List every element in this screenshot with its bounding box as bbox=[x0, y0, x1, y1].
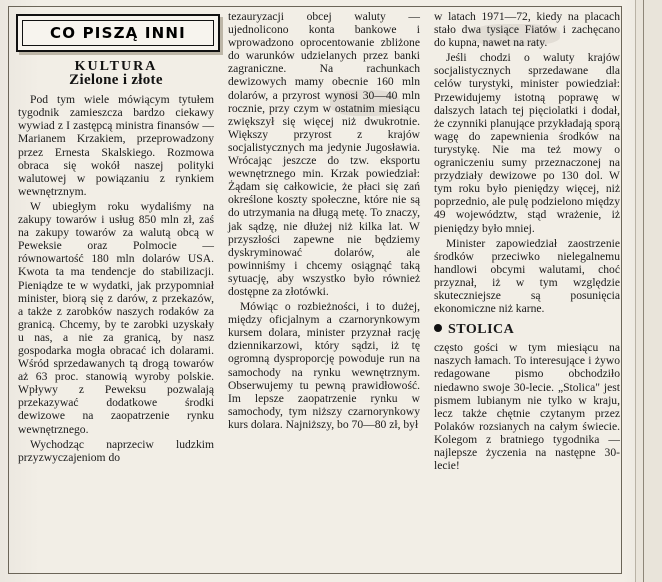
subsection-heading bbox=[434, 323, 620, 336]
article-headline: Zielone i złote bbox=[69, 72, 163, 89]
paragraph: Wychodząc naprzeciw ludzkim przyzwyczajeniom do bbox=[18, 437, 214, 464]
subsection-heading-label: STOLICA bbox=[448, 322, 515, 338]
paragraph: tezauryzacji obcej waluty — ujednolicono konta bankowe i wprowadzono oprocentowanie zbliżone do warunków udzielanych przez banki zagraniczne. Na rachunkach dewizowych mamy obecnie 160 mln dolarów, a przyrost wynosi 30—40 mln rocznie, przy czym w ostatnim miesiącu zwiększył się więcej niż dwukrotnie. Większy przyrost z krajów socjalistycznych ma jedynie Jugosławia. Wrócając jeszcze do tzw. eksportu wewnętrznego min. Krzak powiedział: Żądam się całkowicie, że płaci się zań określone koszty społeczne, które nie są do utrzymania na długą metę. To znaczy, jak sądzę, nie dłużej niż kilka lat. W przyszłości zapewne nie będziemy dyskryminować dolarów, ale powinniśmy i chcemy osiągnąć taką sytuację, aby wszystko było również dostępne za złotówki. bbox=[228, 10, 420, 298]
column-three bbox=[434, 10, 620, 474]
column-one bbox=[18, 10, 214, 466]
column-two bbox=[228, 10, 420, 433]
masthead-title: CO PISZĄ INNI bbox=[50, 24, 186, 42]
paragraph: Jeśli chodzi o waluty krajów socjalistycznych sprzedawane dla celów turystyki, minister powiedział: Przewidujemy istotną poprawę w dalszych latach tej pięciolatki i dodał, że czynniki planujące przykładają sporą wagę do zapewnienia środków na turystykę. Nie ma też mowy o ograniczeniu sumy przeznaczonej na przydziały dewizowe po 130 dol. W tym roku było pieniędzy więcej, niż poprzednio, ale pulę podzielono między 49 województw, stąd wrażenie, iż pieniędzy było mniej. bbox=[434, 51, 620, 235]
page-edge-strip bbox=[635, 0, 662, 582]
paragraph: Minister zapowiedział zaostrzenie środków przeciwko nielegalnemu handlowi obcymi walutami, choć przyznał, iż w tym względzie skuteczniejsze są posunięcia ekonomiczne niż karne. bbox=[434, 236, 620, 316]
bullet-dot-icon bbox=[434, 324, 442, 332]
paragraph: W ubiegłym roku wydaliśmy na zakupy towarów i usług 850 mln zł, zaś na zakupy towarów za walutą obcą w Peweksie oraz Polmocie — równowartość 180 mln dolarów USA. Kwota ta ma tendencje do stabilizacji. Pieniądze te w wydatki, jak przypomniał minister, biorą się z darów, z przekazów, a także z zarobków naszych rodaków za granicą. Chcemy, by te zarobki uzyskały u nas, a nie za granicą, by nasz gospodarka mogła obracać ich dolarami. Wśród sprzedawanych tą drogą towarów aż 63 proc. stanowią wyroby polskie. Wpływy z Peweksu pozwalają przekazywać dodatkowe środki dewizowe na zaopatrzenie rynku wewnętrznego. bbox=[18, 199, 214, 436]
section-label: KULTURA bbox=[74, 59, 158, 74]
paragraph: Mówiąc o rozbieżności, i to dużej, między oficjalnym a czarnorynkowym kursem dolara, minister przyznał rację dziennikarzowi, który sądzi, iż tę ogromną dysproporcję powoduje run na samochody na rynku wewnętrznym. Obserwujemy tu pewną prawidłowość. Im lepsze zaopatrzenie rynku w samochody, tym niższy czarnorynkowy kurs dolara. Najniższy, bo 70—80 zł, był bbox=[228, 300, 420, 431]
paragraph: często gości w tym miesiącu na naszych łamach. To interesujące i żywo redagowane pismo obchodziło niedawno swoje 30-lecie. „Stolica" jest pismem lubianym nie tylko w kraju, lecz także chętnie czytanym przez Polaków rozsianych na całym świecie. Kolegom z bratniego tygodnika — najlepsze życzenia na następne 30-lecie! bbox=[434, 341, 620, 473]
paragraph: Pod tym wiele mówiącym tytułem tygodnik zamieszcza bardzo ciekawy wywiad z I zastępcą ministra finansów — Marianem Krzakiem, przeprowadzony przez Ernesta Skalskiego. Rozmowa obraca się wokół naszej polityki walutowej w powiązaniu z rynkiem wewnętrznym. bbox=[18, 93, 214, 198]
paragraph: w latach 1971—72, kiedy na placach stało dwa tysiące Fiatów i zachęcano do kupna, nawet na raty. bbox=[434, 10, 620, 50]
